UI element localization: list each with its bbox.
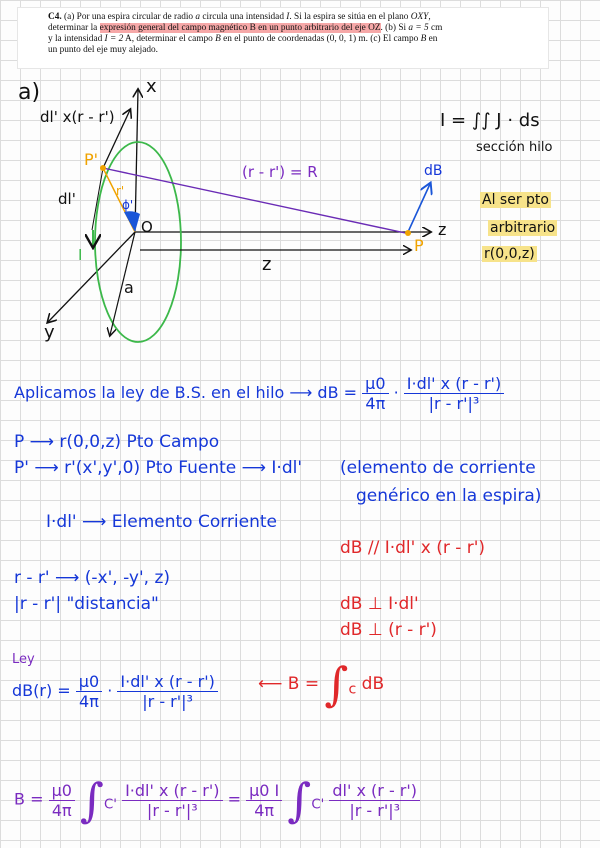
arbitrary-note-text: Al ser pto (482, 192, 549, 208)
fraction-denominator: |r - r'|³ (428, 394, 480, 413)
mu0I-over-4pi (246, 781, 282, 820)
dB-arrow (408, 184, 430, 232)
problem-text: , (428, 12, 431, 22)
dl-label: dl' (58, 190, 76, 208)
dB-label: dB (424, 163, 443, 179)
arbitrary-note-2 (488, 220, 557, 236)
biot-savart-line: Aplicamos la ley de B.S. en el hilo ⟶ dB = $\frac{\mu 0}{4\pi}$ · $\frac{I\cdot dl' x (r - r')}{\text{|r - r'|³}}$ (14, 374, 504, 413)
y-axis-label: y (44, 322, 55, 343)
R-label: (r - r') = R (242, 163, 318, 181)
final-B-line: B = $\frac{\mu 0}{4\pi}$ $\int_{C'}$ $\frac{I\cdot dl' x (r - r')}{\text{|r - r'|³}}$ = $\frac{\mu 0 I}{4\pi}$ $\int_{C'}$ $\frac{dl' x (r - r')}{\text{|r - r'|³}}$ (14, 780, 420, 820)
perpendicular-relation-2: dB ⊥ (r - r') (340, 620, 437, 640)
integral-sign-icon: ∫ (287, 773, 312, 827)
cross-label: dl' x(r - r') (40, 108, 115, 126)
integral-integrand: dB (361, 674, 385, 694)
arbitrary-note-3 (482, 246, 537, 262)
final-B-lhs: B = (14, 789, 49, 809)
x-axis (135, 90, 138, 232)
problem-text: y la intensidad (48, 33, 105, 44)
integral-contour: C' (311, 797, 325, 813)
problem-text: A, determinar el campo (123, 33, 216, 44)
integral-contour: c (348, 681, 357, 698)
part-label: a) (18, 80, 41, 105)
fraction-numerator: μ0 (362, 374, 388, 394)
radius-label: a (124, 278, 134, 297)
point-Pprime (100, 165, 106, 171)
dB-law-lhs: dB(r) = (12, 681, 76, 700)
final-fraction-1 (122, 781, 222, 820)
point-Pprime-label: P' (84, 150, 99, 169)
current-element-line: I·dl' ⟶ Elemento Corriente (46, 512, 278, 532)
problem-text: I (286, 12, 290, 22)
fraction-denominator: |r - r'|³ (142, 692, 193, 711)
law-label: Ley (12, 652, 35, 667)
z-distance-label: z (262, 254, 272, 275)
phi-angle (124, 211, 140, 232)
current-formula: I = ∫∫ J · ds (440, 110, 540, 131)
y-axis (48, 232, 135, 322)
dB-law-fraction (117, 672, 217, 711)
fraction-denominator: 4π (254, 800, 275, 820)
integral-sign-icon: ∫ (80, 773, 104, 827)
fraction-numerator: μ0 (49, 781, 75, 801)
problem-text: un punto del eje muy alejado. (48, 44, 158, 55)
problem-text: determinar la (48, 22, 100, 33)
difference-vector-line: r - r' ⟶ (-x', -y', z) (14, 568, 171, 588)
element-note-2: genérico en la espira) (356, 486, 542, 506)
z-axis-label: z (438, 220, 447, 239)
section-note: sección hilo (476, 140, 553, 155)
problem-text: circula una intensidad (200, 12, 287, 22)
problem-text: a = 5 (408, 22, 429, 33)
point-P-label: P (414, 236, 424, 255)
fraction-denominator: |r - r'|³ (349, 800, 401, 820)
distance-line: |r - r'| "distancia" (14, 594, 159, 614)
B-integral-lhs: ⟵ B = (258, 674, 325, 694)
problem-text: cm (428, 22, 443, 33)
problem-text: I = 2 (104, 33, 124, 44)
source-point-line: P' ⟶ r'(x',y',0) Pto Fuente ⟶ I·dl' (14, 458, 303, 478)
problem-text: . Si la espira se sitúa en el plano (289, 12, 411, 22)
fraction-numerator: μ0 (76, 672, 102, 692)
dl-cross-vector (92, 168, 103, 230)
arbitrary-note-1 (480, 192, 551, 208)
field-point-line: P ⟶ r(0,0,z) Pto Campo (14, 432, 220, 452)
mu0-over-4pi (49, 781, 75, 820)
parallel-relation: dB // I·dl' x (r - r') (340, 538, 486, 558)
problem-number: C4. (48, 12, 62, 22)
fraction-denominator: |r - r'|³ (146, 800, 198, 820)
fraction-denominator: 4π (79, 692, 99, 711)
current-loop (95, 142, 181, 342)
origin-label: O (141, 218, 153, 236)
final-fraction-2 (329, 781, 420, 820)
problem-text: . (b) Si (380, 22, 409, 33)
problem-text: a (195, 12, 201, 22)
fraction-numerator: dl' x (r - r') (329, 781, 420, 801)
problem-statement (18, 8, 548, 68)
problem-text: en (426, 33, 438, 44)
rprime-label: r' (116, 184, 125, 198)
mu0-over-4pi (362, 374, 388, 413)
arbitrary-note-text: r(0,0,z) (484, 246, 535, 262)
integral-sign-icon: ∫ (324, 657, 349, 711)
arbitrary-note-text: arbitrario (490, 220, 556, 236)
problem-text: en el punto de coordenadas (0, 0, 1) m. (c) El campo (220, 33, 421, 44)
problem-text: B (420, 33, 427, 44)
perpendicular-relation-1: dB ⊥ I·dl' (340, 594, 419, 614)
phi-label: ϕ' (122, 198, 134, 212)
fraction-numerator: I·dl' x (r - r') (117, 672, 217, 692)
problem-text: OXY (410, 12, 429, 22)
fraction-denominator: 4π (365, 394, 386, 413)
integral-contour: C' (103, 797, 117, 813)
current-label: I (78, 246, 83, 264)
fraction-denominator: 4π (51, 800, 72, 820)
B-integral-line (258, 657, 385, 711)
problem-text: (a) Por una espira circular de radio (64, 12, 196, 22)
fraction-numerator: μ0 I (246, 781, 282, 801)
mu0-over-4pi (76, 672, 102, 711)
fraction-numerator: I·dl' x (r - r') (404, 374, 504, 394)
highlighted-text: expresión general del campo magnético B en un punto arbitrario del eje OZ (99, 22, 381, 33)
element-note-1: (elemento de corriente (340, 458, 536, 478)
problem-text: B (215, 33, 221, 44)
biot-savart-text: Aplicamos la ley de B.S. en el hilo ⟶ dB = (14, 383, 363, 402)
point-P (405, 230, 411, 236)
x-axis-label: x (146, 76, 157, 97)
fraction-numerator: I·dl' x (r - r') (122, 781, 222, 801)
dB-law-line: dB(r) = $\frac{\mu 0}{4\pi}$ · $\frac{I\cdot dl' x (r - r')}{\text{|r - r'|³}}$ (12, 672, 218, 711)
bs-fraction (404, 374, 504, 413)
